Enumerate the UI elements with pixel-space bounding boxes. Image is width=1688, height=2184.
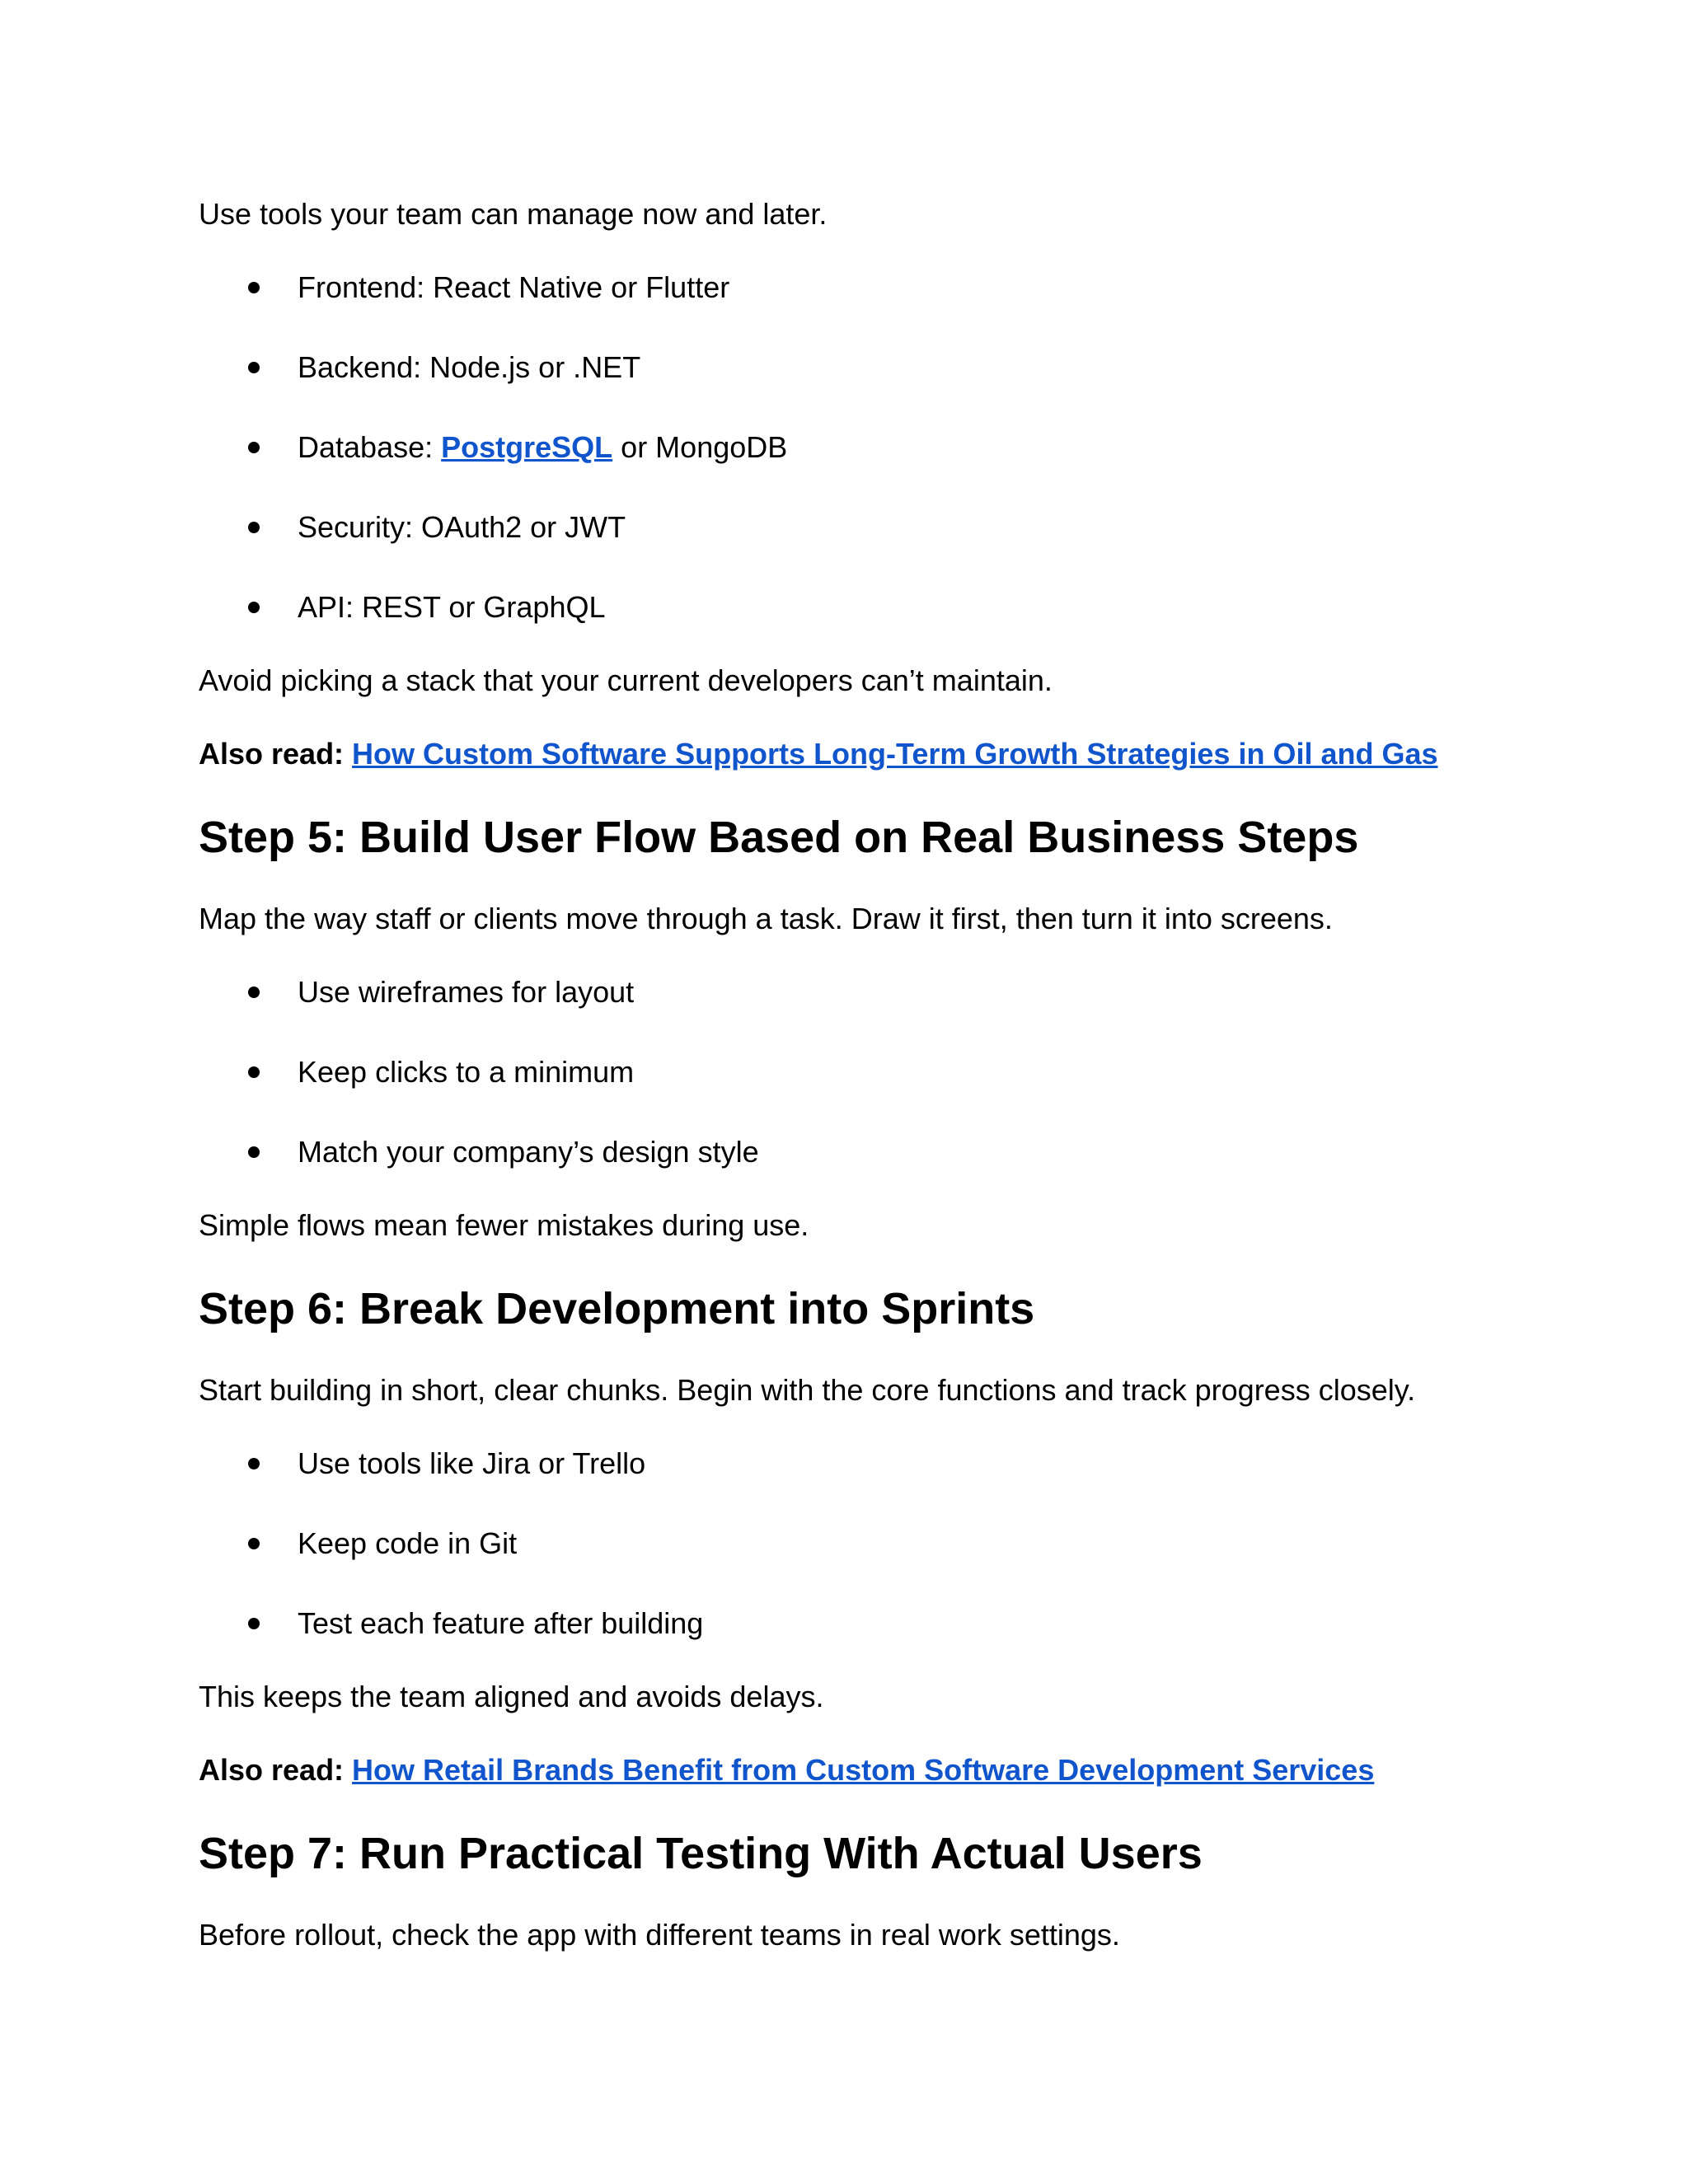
stack-note: Avoid picking a stack that your current developers can’t maintain. [199, 663, 1053, 697]
bullet-icon [248, 1538, 260, 1549]
step6-heading: Step 6: Break Development into Sprints [199, 1284, 1035, 1333]
bullet-icon [248, 602, 260, 613]
step5-note: Simple flows mean fewer mistakes during use. [199, 1208, 809, 1242]
bullet-icon [248, 1618, 260, 1629]
document-page: Use tools your team can manage now and later. Frontend: React Native or Flutter Backend: Node.js or .NET Database: PostgreSQL or MongoDB Security: OAuth2 or JWT API: REST or GraphQL Avoid picking a stack that your current developers can’t maintain. Also read: How Custom Software Supports Long-Term Growth Strategies in Oil and Gas Step 5: Build User Flow Based on Real Business Steps Map the way staff or clients move through a task. Draw it first, then turn it into screens. Use wireframes for layout Keep clicks to a minimum Match your company’s design style Simple flows mean fewer mistakes during use. Step 6: Break Development into Sprints Start building in short, clear chunks. Begin with the core functions and track progress closely. Use tools like Jira or Trello Keep code in Git Test each feature after building This keeps the team aligned and avoids delays. Also read: How Retail Brands Benefit from Custom Software Development Services Step 7: Run Practical Testing With Actual Users Before rollout, check the app with different teams in real work settings. [0, 0, 1688, 2184]
step7-intro: Before rollout, check the app with different teams in real work settings. [199, 1918, 1120, 1952]
step6-note: This keeps the team aligned and avoids delays. [199, 1680, 824, 1713]
also-read-link-retail[interactable]: How Retail Brands Benefit from Custom Software Development Services [352, 1753, 1375, 1787]
step6-intro: Start building in short, clear chunks. Begin with the core functions and track progress closely. [199, 1373, 1416, 1407]
step5-heading: Step 5: Build User Flow Based on Real Business Steps [199, 813, 1359, 862]
also-read-label: Also read: [199, 1753, 353, 1787]
list-item-value: or MongoDB [612, 430, 788, 464]
bullet-icon [248, 362, 260, 373]
list-item-value: Node.js or .NET [429, 350, 641, 384]
bullet-icon [248, 1146, 260, 1158]
list-item-label: Backend: [298, 350, 430, 384]
bullet-icon [248, 987, 260, 998]
list-item-label: API: [298, 590, 363, 624]
bullet-icon [248, 282, 260, 293]
step7-heading: Step 7: Run Practical Testing With Actual Users [199, 1829, 1203, 1878]
list-item-value: OAuth2 or JWT [421, 510, 626, 544]
list-item-value: React Native or Flutter [433, 270, 730, 304]
list-item-label: Frontend: [298, 270, 434, 304]
bullet-icon [248, 1066, 260, 1078]
also-read-label: Also read: [199, 737, 353, 771]
also-read-link-oil-gas[interactable]: How Custom Software Supports Long-Term Growth Strategies in Oil and Gas [352, 737, 1438, 771]
step5-intro: Map the way staff or clients move through a task. Draw it first, then turn it into screens. [199, 902, 1333, 935]
bullet-icon [248, 522, 260, 533]
list-item-value: REST or GraphQL [362, 590, 606, 624]
bullet-icon [248, 442, 260, 453]
intro-paragraph: Use tools your team can manage now and later. [199, 197, 828, 231]
list-item-label: Security: [298, 510, 422, 544]
also-read-2 [199, 1752, 1523, 1788]
list-item-label: Database: [298, 430, 442, 464]
postgresql-link[interactable]: PostgreSQL [441, 430, 613, 464]
also-read-1 [199, 736, 1523, 772]
bullet-icon [248, 1458, 260, 1469]
